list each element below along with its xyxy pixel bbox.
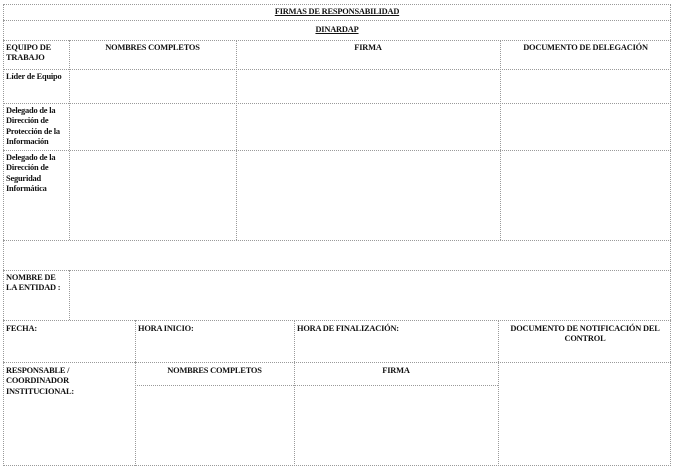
end-time-label: HORA DE FINALIZACIÓN: — [297, 324, 399, 333]
rule — [3, 320, 671, 321]
rule — [498, 362, 499, 466]
start-time-label: HORA INICIO: — [138, 324, 194, 333]
form-title: FIRMAS DE RESPONSABILIDAD — [274, 7, 400, 16]
team-column-header: EQUIPO DE TRABAJO — [6, 43, 51, 63]
rule — [3, 150, 671, 151]
team-row-label: Líder de Equipo — [6, 72, 62, 81]
responsible-label: RESPONSABLE / COORDINADOR INSTITUCIONAL: — [6, 366, 74, 396]
date-label: FECHA: — [6, 324, 37, 333]
rule — [3, 69, 671, 70]
rule — [135, 362, 136, 466]
team-row-label: Delegado de la Dirección de Protección de la Información — [6, 106, 60, 147]
rule — [3, 40, 671, 41]
rule — [69, 40, 70, 240]
responsible-names-header: NOMBRES COMPLETOS — [167, 366, 262, 375]
rule — [135, 320, 136, 362]
form-subtitle: DINARDAP — [315, 25, 359, 34]
rule — [3, 362, 671, 363]
notification-document-label: DOCUMENTO DE NOTIFICACIÓN DEL CONTROL — [510, 324, 660, 344]
rule — [498, 320, 499, 362]
rule — [69, 270, 70, 320]
names-column-header: NOMBRES COMPLETOS — [105, 43, 200, 52]
rule — [135, 385, 498, 386]
rule — [294, 320, 295, 362]
rule — [3, 270, 671, 271]
delegation-column-header: DOCUMENTO DE DELEGACIÓN — [523, 43, 648, 52]
rule — [294, 362, 295, 466]
entity-name-label: NOMBRE DE LA ENTIDAD : — [6, 273, 61, 293]
rule — [500, 40, 501, 240]
rule — [236, 40, 237, 240]
team-row-label: Delegado de la Dirección de Seguridad Informática — [6, 153, 56, 194]
responsible-signature-header: FIRMA — [382, 366, 410, 375]
rule — [3, 20, 671, 21]
signature-column-header: FIRMA — [354, 43, 382, 52]
rule — [3, 240, 671, 241]
rule — [3, 103, 671, 104]
